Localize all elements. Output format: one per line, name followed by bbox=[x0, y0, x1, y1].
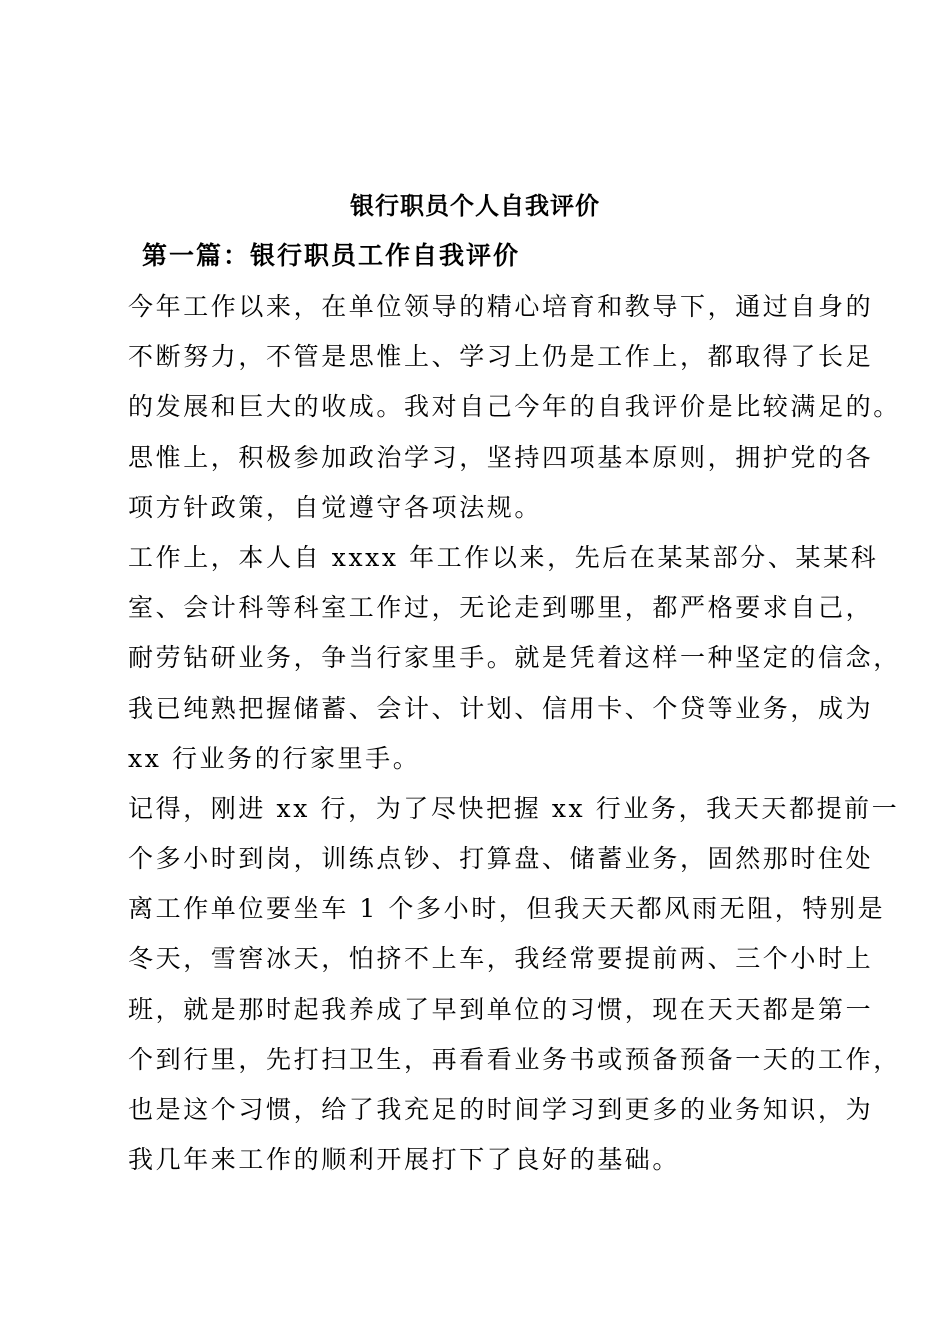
body-line: 思惟上，积极参加政治学习，坚持四项基本原则，拥护党的各 bbox=[128, 442, 874, 472]
body-line: 记得，刚进 xx 行，为了尽快把握 xx 行业务，我天天都提前一 bbox=[128, 793, 900, 823]
body-line: xx 行业务的行家里手。 bbox=[128, 743, 421, 773]
body-line: 不断努力，不管是思惟上、学习上仍是工作上，都取得了长足 bbox=[128, 342, 874, 372]
body-line: 耐劳钻研业务，争当行家里手。就是凭着这样一种坚定的信念， bbox=[128, 643, 901, 673]
body-line: 离工作单位要坐车 1 个多小时，但我天天都风雨无阻，特别是 bbox=[128, 894, 886, 924]
body-line: 室、会计科等科室工作过，无论走到哪里，都严格要求自己， bbox=[128, 593, 874, 623]
body-line: 工作上，本人自 xxxx 年工作以来，先后在某某部分、某某科 bbox=[128, 542, 879, 572]
body-line: 的发展和巨大的收成。我对自己今年的自我评价是比较满足的。 bbox=[128, 392, 901, 422]
body-line: 今年工作以来，在单位领导的精心培育和教导下，通过自身的 bbox=[128, 292, 874, 321]
document-body bbox=[128, 282, 901, 1185]
document-title: 银行职员个人自我评价 bbox=[350, 191, 600, 220]
body-line: 我几年来工作的顺利开展打下了良好的基础。 bbox=[128, 1145, 681, 1175]
document-subtitle: 第一篇：银行职员工作自我评价 bbox=[142, 241, 521, 270]
body-line: 冬天，雪窖冰天，怕挤不上车，我经常要提前两、三个小时上 bbox=[128, 944, 874, 974]
body-line: 我已纯熟把握储蓄、会计、计划、信用卡、个贷等业务，成为 bbox=[128, 693, 874, 723]
body-line: 班，就是那时起我养成了早到单位的习惯，现在天天都是第一 bbox=[128, 994, 874, 1024]
body-line: 也是这个习惯，给了我充足的时间学习到更多的业务知识，为 bbox=[128, 1095, 874, 1124]
body-line: 项方针政策，自觉遵守各项法规。 bbox=[128, 492, 543, 522]
body-line: 个多小时到岗，训练点钞、打算盘、储蓄业务，固然那时住处 bbox=[128, 844, 874, 874]
body-line: 个到行里，先打扫卫生，再看看业务书或预备预备一天的工作， bbox=[128, 1044, 901, 1074]
